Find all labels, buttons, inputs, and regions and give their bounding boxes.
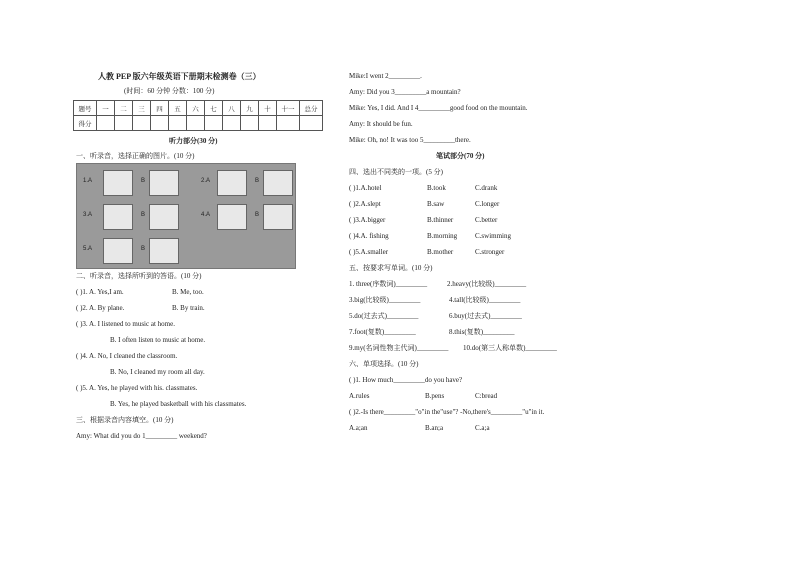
part6-heading: 六、单项选择。(10 分) — [349, 360, 419, 368]
choice-row: ( )5.A.smaller — [349, 248, 389, 256]
score-cell — [300, 116, 323, 131]
score-table-header-cell: 五 — [169, 101, 187, 116]
choice-b: B.morning — [427, 232, 458, 240]
choice-c: C.stronger — [475, 248, 505, 256]
picture-label: 1.A — [83, 178, 93, 184]
dialogue-line: Amy: What did you do 1_________ weekend? — [76, 432, 207, 440]
word-item: 5.do(过去式)_________ — [349, 312, 419, 320]
word-item: 4.tall(比较级)_________ — [449, 296, 521, 304]
picture-label: 3.A — [83, 212, 93, 218]
picture-label: B — [141, 212, 146, 218]
score-table-header-label: 题号 — [74, 101, 97, 116]
picture-1b — [149, 170, 179, 196]
word-item: 1. three(序数词)_________ — [349, 280, 428, 288]
mc-option: A.rules — [349, 392, 370, 400]
question-line: ( )3. A. I listened to music at home. — [76, 320, 175, 328]
word-item: 3.big(比较级)_________ — [349, 296, 421, 304]
word-item: 8.this(复数)_________ — [449, 328, 515, 336]
choice-row: ( )4.A. fishing — [349, 232, 389, 240]
question-line: B. Yes, he played basketball with his classmates. — [110, 400, 247, 408]
part1-heading: 一、听录音，选择正确的图片。(10 分) — [76, 152, 195, 160]
choice-row: ( )2.A.slept — [349, 200, 381, 208]
score-table-header-cell: 十一 — [277, 101, 300, 116]
picture-5b — [149, 238, 179, 264]
mc-option: B.an;a — [425, 424, 444, 432]
part4-heading: 四、选出不同类的一项。(5 分) — [349, 168, 443, 176]
score-cell — [151, 116, 169, 131]
question-line: B. Me, too. — [172, 288, 204, 296]
dialogue-line: Mike:I went 2_________. — [349, 72, 422, 80]
written-section-header: 笔试部分(70 分) — [436, 152, 485, 160]
choice-c: C.longer — [475, 200, 500, 208]
choice-c: C.better — [475, 216, 498, 224]
question-line: B. By train. — [172, 304, 205, 312]
word-item: 6.buy(过去式)_________ — [449, 312, 522, 320]
choice-b: B.saw — [427, 200, 445, 208]
word-item: 10.do(第三人称单数)_________ — [463, 344, 557, 352]
choice-b: B.took — [427, 184, 446, 192]
dialogue-line: Mike: Oh, no! It was too 5_________there. — [349, 136, 471, 144]
part2-heading: 二、听录音，选择所听到的答语。(10 分) — [76, 272, 202, 280]
score-table-header-cell: 总分 — [300, 101, 323, 116]
dialogue-line: Mike: Yes, I did. And I 4_________good food on the mountain. — [349, 104, 528, 112]
score-cell — [169, 116, 187, 131]
score-cell — [259, 116, 277, 131]
score-cell — [115, 116, 133, 131]
score-table-row-label: 得分 — [74, 116, 97, 131]
score-table-header-cell: 十 — [259, 101, 277, 116]
question-line: B. I often listen to music at home. — [110, 336, 206, 344]
score-table-header-cell: 四 — [151, 101, 169, 116]
choice-row: ( )3.A.bigger — [349, 216, 386, 224]
score-table-header-cell: 三 — [133, 101, 151, 116]
page-title: 人教 PEP 版六年级英语下册期末检测卷（三） — [98, 72, 261, 81]
score-cell — [277, 116, 300, 131]
dialogue-line: Amy: It should be fun. — [349, 120, 413, 128]
word-item: 2.heavy(比较级)_________ — [447, 280, 527, 288]
score-cell — [187, 116, 205, 131]
picture-label: 2.A — [201, 178, 211, 184]
listening-section-header: 听力部分(30 分) — [169, 137, 218, 145]
mc-question: ( )1. How much_________do you have? — [349, 376, 463, 384]
score-cell — [241, 116, 259, 131]
word-item: 9.my(名词性物主代词)_________ — [349, 344, 449, 352]
choice-b: B.thinner — [427, 216, 454, 224]
question-line: ( )2. A. By plane. — [76, 304, 125, 312]
question-line: ( )1. A. Yes,I am. — [76, 288, 124, 296]
choice-c: C.drank — [475, 184, 498, 192]
mc-option: A.a;an — [349, 424, 368, 432]
score-table-header-cell: 二 — [115, 101, 133, 116]
picture-label: B — [141, 246, 146, 252]
mc-option: B.pens — [425, 392, 445, 400]
question-line: ( )5. A. Yes, he played with his. classmates. — [76, 384, 198, 392]
picture-5a — [103, 238, 133, 264]
choice-row: ( )1.A.hotel — [349, 184, 382, 192]
picture-2b — [263, 170, 293, 196]
dialogue-line: Amy: Did you 3_________a mountain? — [349, 88, 461, 96]
score-table-header-cell: 六 — [187, 101, 205, 116]
choice-c: C.swimming — [475, 232, 511, 240]
score-cell — [133, 116, 151, 131]
picture-4b — [263, 204, 293, 230]
score-cell — [97, 116, 115, 131]
mc-option: C.a;a — [475, 424, 490, 432]
part3-heading: 三、根据录音内容填空。(10 分) — [76, 416, 174, 424]
mc-question: ( )2.-Is there_________"o"in the"use"? -No,there's_________"u"in it. — [349, 408, 545, 416]
picture-1a — [103, 170, 133, 196]
picture-3a — [103, 204, 133, 230]
picture-3b — [149, 204, 179, 230]
question-line: ( )4. A. No, I cleaned the classroom. — [76, 352, 178, 360]
mc-option: C:bread — [475, 392, 498, 400]
picture-2a — [217, 170, 247, 196]
score-cell — [223, 116, 241, 131]
picture-label: B — [141, 178, 146, 184]
picture-label: 5.A — [83, 246, 93, 252]
listening-pictures — [76, 163, 296, 269]
score-table — [73, 100, 323, 131]
word-item: 7.foot(复数)_________ — [349, 328, 416, 336]
score-cell — [205, 116, 223, 131]
score-table-header-cell: 八 — [223, 101, 241, 116]
exam-info: (时间：60 分钟 分数：100 分) — [124, 87, 215, 95]
part5-heading: 五、按要求写单词。(10 分) — [349, 264, 433, 272]
picture-label: 4.A — [201, 212, 211, 218]
score-table-header-cell: 一 — [97, 101, 115, 116]
question-line: B. No, I cleaned my room all day. — [110, 368, 205, 376]
picture-label: B — [255, 178, 260, 184]
score-table-header-cell: 七 — [205, 101, 223, 116]
picture-4a — [217, 204, 247, 230]
score-table-header-cell: 九 — [241, 101, 259, 116]
picture-label: B — [255, 212, 260, 218]
choice-b: B.mother — [427, 248, 454, 256]
